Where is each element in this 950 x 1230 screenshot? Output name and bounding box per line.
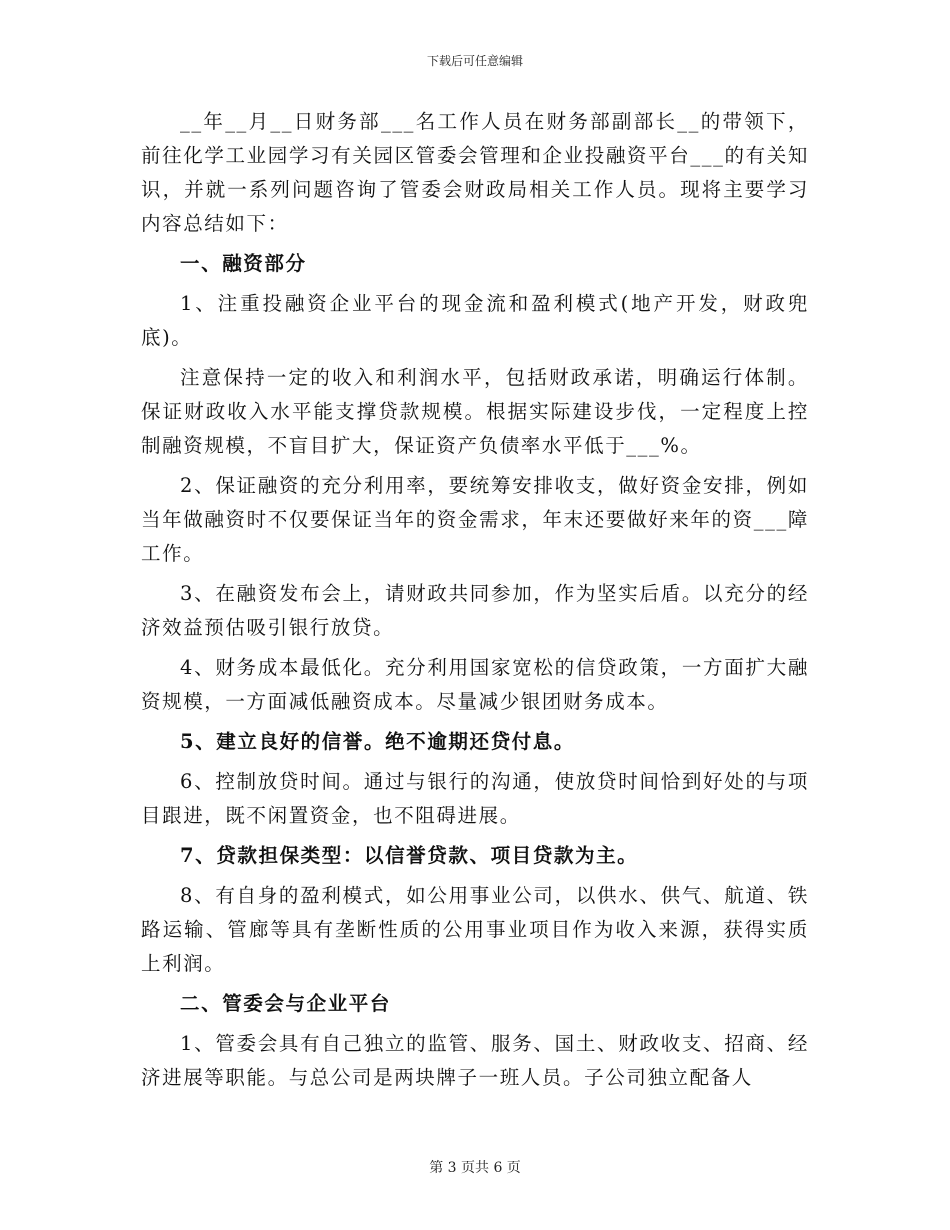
paragraph-item-8: 8、有自身的盈利模式，如公用事业公司，以供水、供气、航道、铁路运输、管廊等具有垄断性质的公用事业项目作为收入来源，获得实质上利润。	[141, 884, 809, 975]
section-heading-committee: 二、管委会与企业平台	[180, 992, 392, 1015]
paragraph-item-1: 1、注重投融资企业平台的现金流和盈利模式(地产开发，财政兜底)。	[141, 292, 809, 349]
paragraph-item-7: 7、贷款担保类型：以信誉贷款、项目贷款为主。	[180, 844, 639, 867]
paragraph-item-3: 3、在融资发布会上，请财政共同参加，作为坚实后盾。以充分的经济效益预估吸引银行放贷。	[141, 582, 809, 639]
section-heading-financing: 一、融资部分	[180, 252, 307, 275]
paragraph-item-6: 6、控制放贷时间。通过与银行的沟通，使放贷时间恰到好处的与项目跟进，既不闲置资金，也不阻碍进展。	[141, 770, 809, 827]
paragraph-committee-1: 1、管委会具有自己独立的监管、服务、国土、财政收支、招商、经济进展等职能。与总公司是两块牌子一班人员。子公司独立配备人	[141, 1032, 809, 1089]
paragraph-item-2: 2、保证融资的充分利用率，要统筹安排收支，做好资金安排，例如当年做融资时不仅要保证当年的资金需求，年末还要做好来年的资___障工作。	[141, 474, 809, 565]
page-footer: 第 3 页共 6 页	[429, 1160, 521, 1176]
document-body	[141, 105, 809, 1101]
page-header: 下载后可任意编辑	[426, 54, 523, 68]
paragraph-item-4: 4、财务成本最低化。充分利用国家宽松的信贷政策，一方面扩大融资规模，一方面减低融资成本。尽量减少银团财务成本。	[141, 656, 809, 713]
paragraph-item-5: 5、建立良好的信誉。绝不逾期还贷付息。	[180, 730, 575, 753]
paragraph-item-1-note: 注意保持一定的收入和利润水平，包括财政承诺，明确运行体制。保证财政收入水平能支撑贷款规模。根据实际建设步伐，一定程度上控制融资规模，不盲目扩大，保证资产负债率水平低于___%。	[141, 366, 809, 457]
paragraph-intro: __年__月__日财务部___名工作人员在财务部副部长__的带领下，前往化学工业园学习有关园区管委会管理和企业投融资平台___的有关知识，并就一系列问题咨询了管委会财政局相关工作人员。现将主要学习内容总结如下：	[141, 110, 809, 235]
